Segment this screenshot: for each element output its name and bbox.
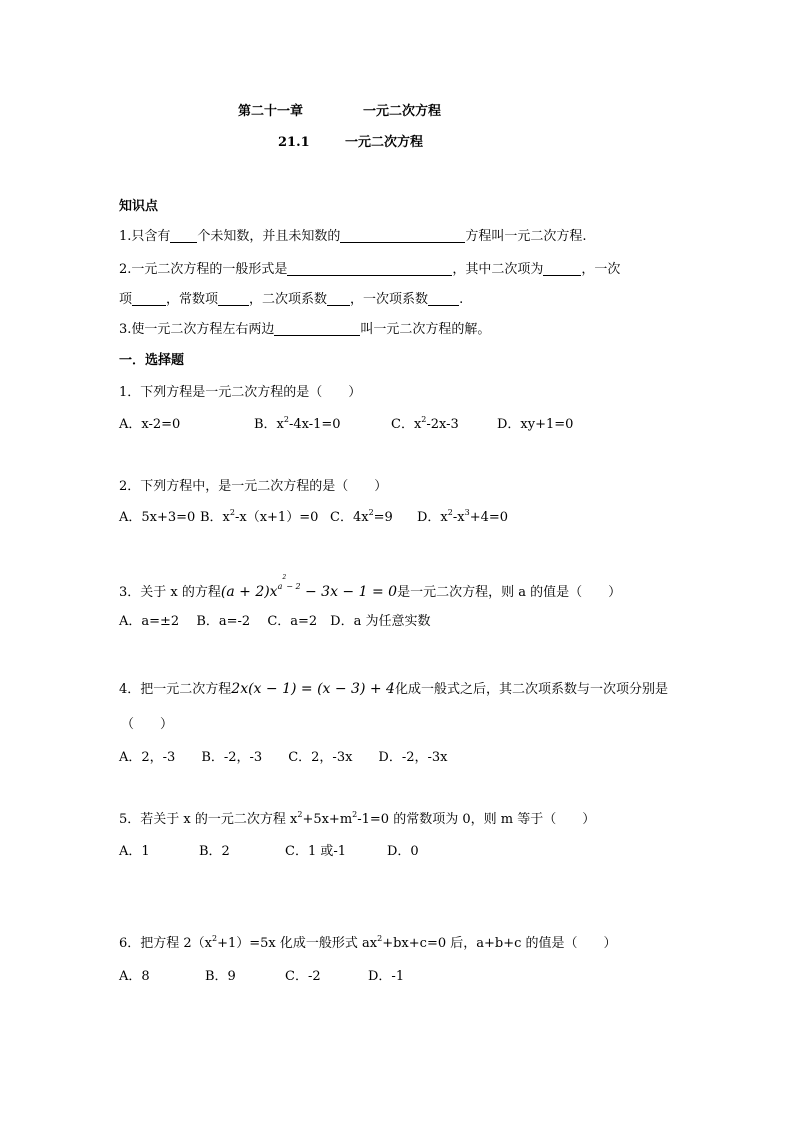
q2-option-d: D．$x^2-x^3+4=0$ [417,508,509,525]
kp1-text-b: 个未知数，并且未知数的 [197,229,341,244]
knowledge-point-3 [119,321,490,339]
question-6-options [119,968,719,988]
knowledge-heading: 知识点 [119,199,159,214]
q2-option-c: C．$4x^2=9$ [330,508,393,525]
kp2b-text-d: ，一次项系数 [350,292,429,307]
q6-option-c: C．-2 [285,969,321,984]
q1-option-a: A．x-2=0 [119,417,181,432]
blank [327,291,350,306]
chapter-number: 第二十一章 [238,104,304,119]
blank [543,261,581,276]
chapter-title: 一元二次方程 [363,104,442,119]
question-3-stem: 3．关于 x 的方程$(a + 2)x^{a^2- 2} - 3x - 1 = 0$是一元二次方程，则 a 的值是（ ） [119,574,622,600]
question-2-stem: 2．下列方程中，是一元二次方程的是（ ） [119,479,388,494]
kp2-text-b: ，其中二次项为 [452,262,544,277]
blank [132,291,166,306]
q1-option-d: D．xy+1=0 [497,417,574,432]
q1-option-c: C．$x^2-2x-3$ [391,415,459,432]
kp1-text-c: 方程叫一元二次方程. [465,229,587,244]
q5-option-d: D．0 [387,844,419,859]
q5-option-c: C．1 或-1 [285,844,347,859]
kp2-text-a: 2.一元二次方程的一般形式是 [119,262,288,277]
q6-option-b: B．9 [205,969,236,984]
q5-option-b: B．2 [199,844,230,859]
kp2b-text-a: 项 [119,292,133,307]
blank [170,228,197,243]
question-2-options [119,509,719,529]
question-4-stem: 4．把一元二次方程2x(x − 1) = (x − 3) + 4化成一般式之后，其二次项系数与一次项分别是 [119,681,668,697]
blank [428,291,459,306]
blank [340,228,465,243]
question-4-paren: （ ） [121,717,174,732]
kp3-text-b: 叫一元二次方程的解。 [360,322,491,337]
question-5-stem: 5．若关于 x 的一元二次方程 $x^2+5x+m^2-1=0$ 的常数项为 0，则 m 等于（ ） [119,810,596,827]
question-3-options: A．a=±2 B．a=-2 C．a=2 D．a 为任意实数 [119,614,431,629]
question-1-stem: 1．下列方程是一元二次方程的是（ ） [119,385,362,400]
kp2b-text-e: . [459,292,464,307]
question-1-options [119,416,719,436]
section-heading: 一．选择题 [119,353,185,368]
blank [274,321,360,336]
question-5-options [119,843,719,863]
blank [287,261,452,276]
blank [218,291,249,306]
q2-option-a: A．5x+3=0 [119,510,196,525]
kp2b-text-b: ，常数项 [166,292,219,307]
q3-equation: $(a + 2)x^{a^2- 2} - 3x - 1 = 0$ [220,574,398,600]
question-6-stem: 6．把方程 $2(x^2+1)=5x$ 化成一般形式 $ax^2+bx+c=0$ 后，a+b+c 的值是（ ） [119,934,617,951]
q1-option-b: B．$x^2-4x-1=0$ [254,415,341,432]
q6-option-d: D．-1 [368,969,405,984]
section-number: 21.1 [278,135,310,150]
kp1-text-a: 1.只含有 [119,229,171,244]
question-4-options: A．2，-3 B．-2，-3 C．2，-3x D．-2，-3x [119,750,448,765]
q4-equation: 2x(x − 1) = (x − 3) + 4 [231,681,395,697]
q6-option-a: A．8 [119,969,150,984]
knowledge-point-1 [119,228,587,246]
knowledge-point-2 [119,261,620,279]
section-title: 一元二次方程 [345,135,424,150]
q2-option-b: B．$x^2-x(x+1)=0$ [200,508,319,525]
kp2-text-c: ，一次 [581,262,621,277]
knowledge-point-2-cont [119,291,463,309]
q5-option-a: A．1 [119,844,150,859]
kp2b-text-c: ，二次项系数 [249,292,328,307]
kp3-text-a: 3.使一元二次方程左右两边 [119,322,275,337]
